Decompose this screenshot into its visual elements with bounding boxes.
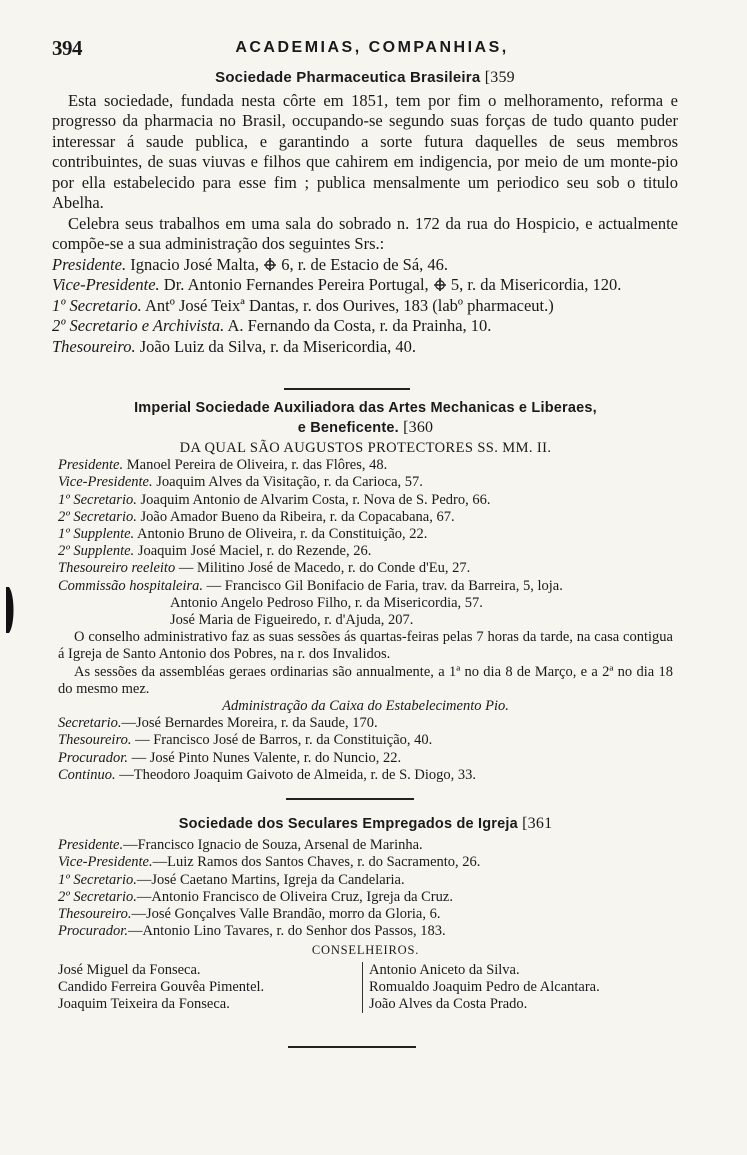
member-role: 1º Supplente. <box>58 526 135 543</box>
member-text: João Luiz da Silva, r. da Misericordia, 40. <box>139 336 417 356</box>
member-text: A. Fernando da Costa, r. da Prainha, 10. <box>227 316 492 335</box>
assembly-sessions-note: As sessões da assembléas geraes ordinarias são annualmente, a 1ª no dia 8 de Março, e a 2ª no dia 18 do mesmo mez. <box>58 663 673 697</box>
member-text: Joaquim Alves da Visitação, r. da Carioca, 57. <box>156 474 423 491</box>
member-role: 2º Secretario. <box>58 508 137 525</box>
member-role: 1º Secretario. <box>58 491 137 508</box>
commission-member: José Maria de Figueiredo, r. d'Ajuda, 207. <box>170 612 414 629</box>
member-line <box>58 732 673 749</box>
member-text: João Amador Bueno da Ribeira, r. da Copacabana, 67. <box>140 508 455 525</box>
council-left <box>58 962 362 1014</box>
council-member: Joaquim Teixeira da Fonseca. <box>58 996 230 1013</box>
member-line <box>58 889 673 906</box>
member-line <box>58 560 673 577</box>
member-role: Thesoureiro. <box>52 336 136 356</box>
member-line <box>58 750 673 767</box>
member-role: Thesoureiro reeleito <box>58 560 176 577</box>
member-role: 1º Secretario. <box>58 871 137 888</box>
member-line <box>52 255 678 276</box>
member-line <box>58 492 673 509</box>
member-line <box>58 854 673 871</box>
member-role: Vice-Presidente. <box>58 854 153 871</box>
member-text: — Francisco Gil Bonifacio de Faria, trav. da Barreira, 5, loja. <box>206 577 563 594</box>
section-divider <box>288 1046 416 1048</box>
section-divider <box>286 798 414 800</box>
member-text: —Luiz Ramos dos Santos Chaves, r. do Sacramento, 26. <box>152 854 481 871</box>
member-text: Antonio Bruno de Oliveira, r. da Constituição, 22. <box>137 526 428 543</box>
section-number: [361 <box>522 815 553 832</box>
section-361 <box>58 815 673 1013</box>
member-text: Joaquim Antonio de Alvarim Costa, r. Nova de S. Pedro, 66. <box>140 491 491 508</box>
council-heading: CONSELHEIROS. <box>311 943 420 958</box>
member-line <box>58 872 673 889</box>
running-title: ACADEMIAS, COMPANHIAS, <box>235 39 509 56</box>
member-line <box>58 543 673 560</box>
member-role: Presidente. <box>58 457 124 474</box>
member-role: 2º Secretario. <box>58 888 137 905</box>
member-text: — Militino José de Macedo, r. do Conde d'Eu, 27. <box>178 560 471 577</box>
member-line <box>58 923 673 940</box>
member-line <box>52 337 678 358</box>
member-text: Antº José Teixª Dantas, r. dos Ourives, 183 (labº pharmaceut.) <box>144 295 554 315</box>
council-sessions-note: O conselho administrativo faz as suas sessões ás quartas-feiras pelas 7 horas da tarde, na casa contigua á Igreja de Santo Antonio dos Pobres, na r. dos Invalidos. <box>58 629 673 663</box>
council-member: Romualdo Joaquim Pedro de Alcantara. <box>369 978 600 995</box>
section-number: [359 <box>484 69 515 86</box>
member-role: Presidente. <box>58 837 124 854</box>
member-text: —Antonio Lino Tavares, r. do Senhor dos Passos, 183. <box>127 923 446 940</box>
member-text: —José Caetano Martins, Igreja da Candelaria. <box>136 871 405 888</box>
member-role: Thesoureiro. <box>58 906 132 923</box>
member-role: Continuo. <box>58 766 116 783</box>
admin-subheading: Administração da Caixa do Estabelecimento Pio. <box>222 698 509 715</box>
council-member: Antonio Aniceto da Silva. <box>369 961 520 978</box>
member-line <box>52 296 678 317</box>
member-role: Secretario. <box>58 715 122 732</box>
council-member: José Miguel da Fonseca. <box>58 961 201 978</box>
section-title: Sociedade Pharmaceutica Brasileira <box>215 69 481 86</box>
council-right <box>362 962 673 1014</box>
member-text: —Antonio Francisco de Oliveira Cruz, Igreja da Cruz. <box>136 888 453 905</box>
member-text: Manoel Pereira de Oliveira, r. das Flôres, 48. <box>126 457 388 474</box>
member-line <box>58 457 673 474</box>
member-line <box>58 474 673 491</box>
member-text: —Francisco Ignacio de Souza, Arsenal de Marinha. <box>123 837 423 854</box>
section-360-title <box>58 398 673 438</box>
member-text: — Francisco José de Barros, r. da Constituição, 40. <box>135 732 433 749</box>
protectors-line: DA QUAL SÃO AUGUSTOS PROTECTORES SS. MM. II. <box>179 440 552 456</box>
section-number: [360 <box>403 419 434 436</box>
member-line <box>58 715 673 732</box>
section-361-title <box>58 815 673 833</box>
member-role: Procurador. <box>58 923 128 940</box>
member-role: Vice-Presidente. <box>58 474 153 491</box>
member-line <box>58 578 673 595</box>
section-divider <box>284 388 410 390</box>
commission-member: Antonio Angelo Pedroso Filho, r. da Misericordia, 57. <box>170 594 483 611</box>
council-member: Candido Ferreira Gouvêa Pimentel. <box>58 978 265 995</box>
member-name: Ignacio José Malta, <box>130 254 259 274</box>
member-role: Vice-Presidente. <box>52 275 160 294</box>
member-line <box>52 316 678 337</box>
member-address: 5, r. da Misericordia, 120. <box>450 275 622 294</box>
section-359-intro: Esta sociedade, fundada nesta côrte em 1851, tem por fim o melhoramento, reforma e progresso da pharmacia no Brasil, occupando-se segundo suas forças de tudo quanto puder interessar á saude publica, e garantindo a sorte futura daquelles de seus membros contribuintes, de suas viuvas e filhos que cahirem em indigencia, por meio de um monte-pio por ella estabelecido para esse fim ; publica mensalmente um periodico seu sob o titulo Abelha. <box>52 90 678 212</box>
margin-ink-mark <box>6 587 16 633</box>
order-cross-icon <box>433 277 447 292</box>
member-text: — José Pinto Nunes Valente, r. do Nuncio, 22. <box>131 749 402 766</box>
section-title: Imperial Sociedade Auxiliadora das Artes Mechanicas e Liberaes, <box>134 400 597 416</box>
member-role: Commissão hospitaleira. <box>58 577 204 594</box>
member-name: Dr. Antonio Fernandes Pereira Portugal, <box>163 275 429 294</box>
member-address: 6, r. de Estacio de Sá, 46. <box>281 254 449 274</box>
member-line <box>58 837 673 854</box>
council-member: João Alves da Costa Prado. <box>369 996 528 1013</box>
member-role: 2º Secretario e Archivista. <box>52 316 225 335</box>
member-line <box>58 509 673 526</box>
section-359 <box>52 68 678 357</box>
member-line <box>58 526 673 543</box>
section-360 <box>58 398 673 784</box>
section-359-title <box>52 68 678 89</box>
member-role: Procurador. <box>58 749 128 766</box>
running-head <box>52 36 692 62</box>
member-line <box>52 275 678 296</box>
page-number: 394 <box>52 36 82 60</box>
member-role: 2º Supplente. <box>58 543 135 560</box>
order-cross-icon <box>263 257 277 272</box>
section-359-seat: Celebra seus trabalhos em uma sala do sobrado n. 172 da rua do Hospicio, e actualmente compõe-se a sua administração dos seguintes Srs.: <box>52 213 678 253</box>
member-line <box>58 767 673 784</box>
member-role: Thesoureiro. <box>58 732 132 749</box>
member-role: Presidente. <box>52 254 127 274</box>
member-line <box>58 906 673 923</box>
member-text: —Theodoro Joaquim Gaivoto de Almeida, r. de S. Diogo, 33. <box>119 766 477 783</box>
member-role: 1º Secretario. <box>52 295 142 315</box>
member-text: —José Gonçalves Valle Brandão, morro da Gloria, 6. <box>131 906 441 923</box>
section-title: e Beneficente. <box>297 420 399 436</box>
section-title: Sociedade dos Seculares Empregados de Igreja <box>178 816 518 832</box>
council-columns <box>58 962 673 1014</box>
member-text: Joaquim José Maciel, r. do Rezende, 26. <box>137 543 372 560</box>
member-text: —José Bernardes Moreira, r. da Saude, 170. <box>121 715 378 732</box>
